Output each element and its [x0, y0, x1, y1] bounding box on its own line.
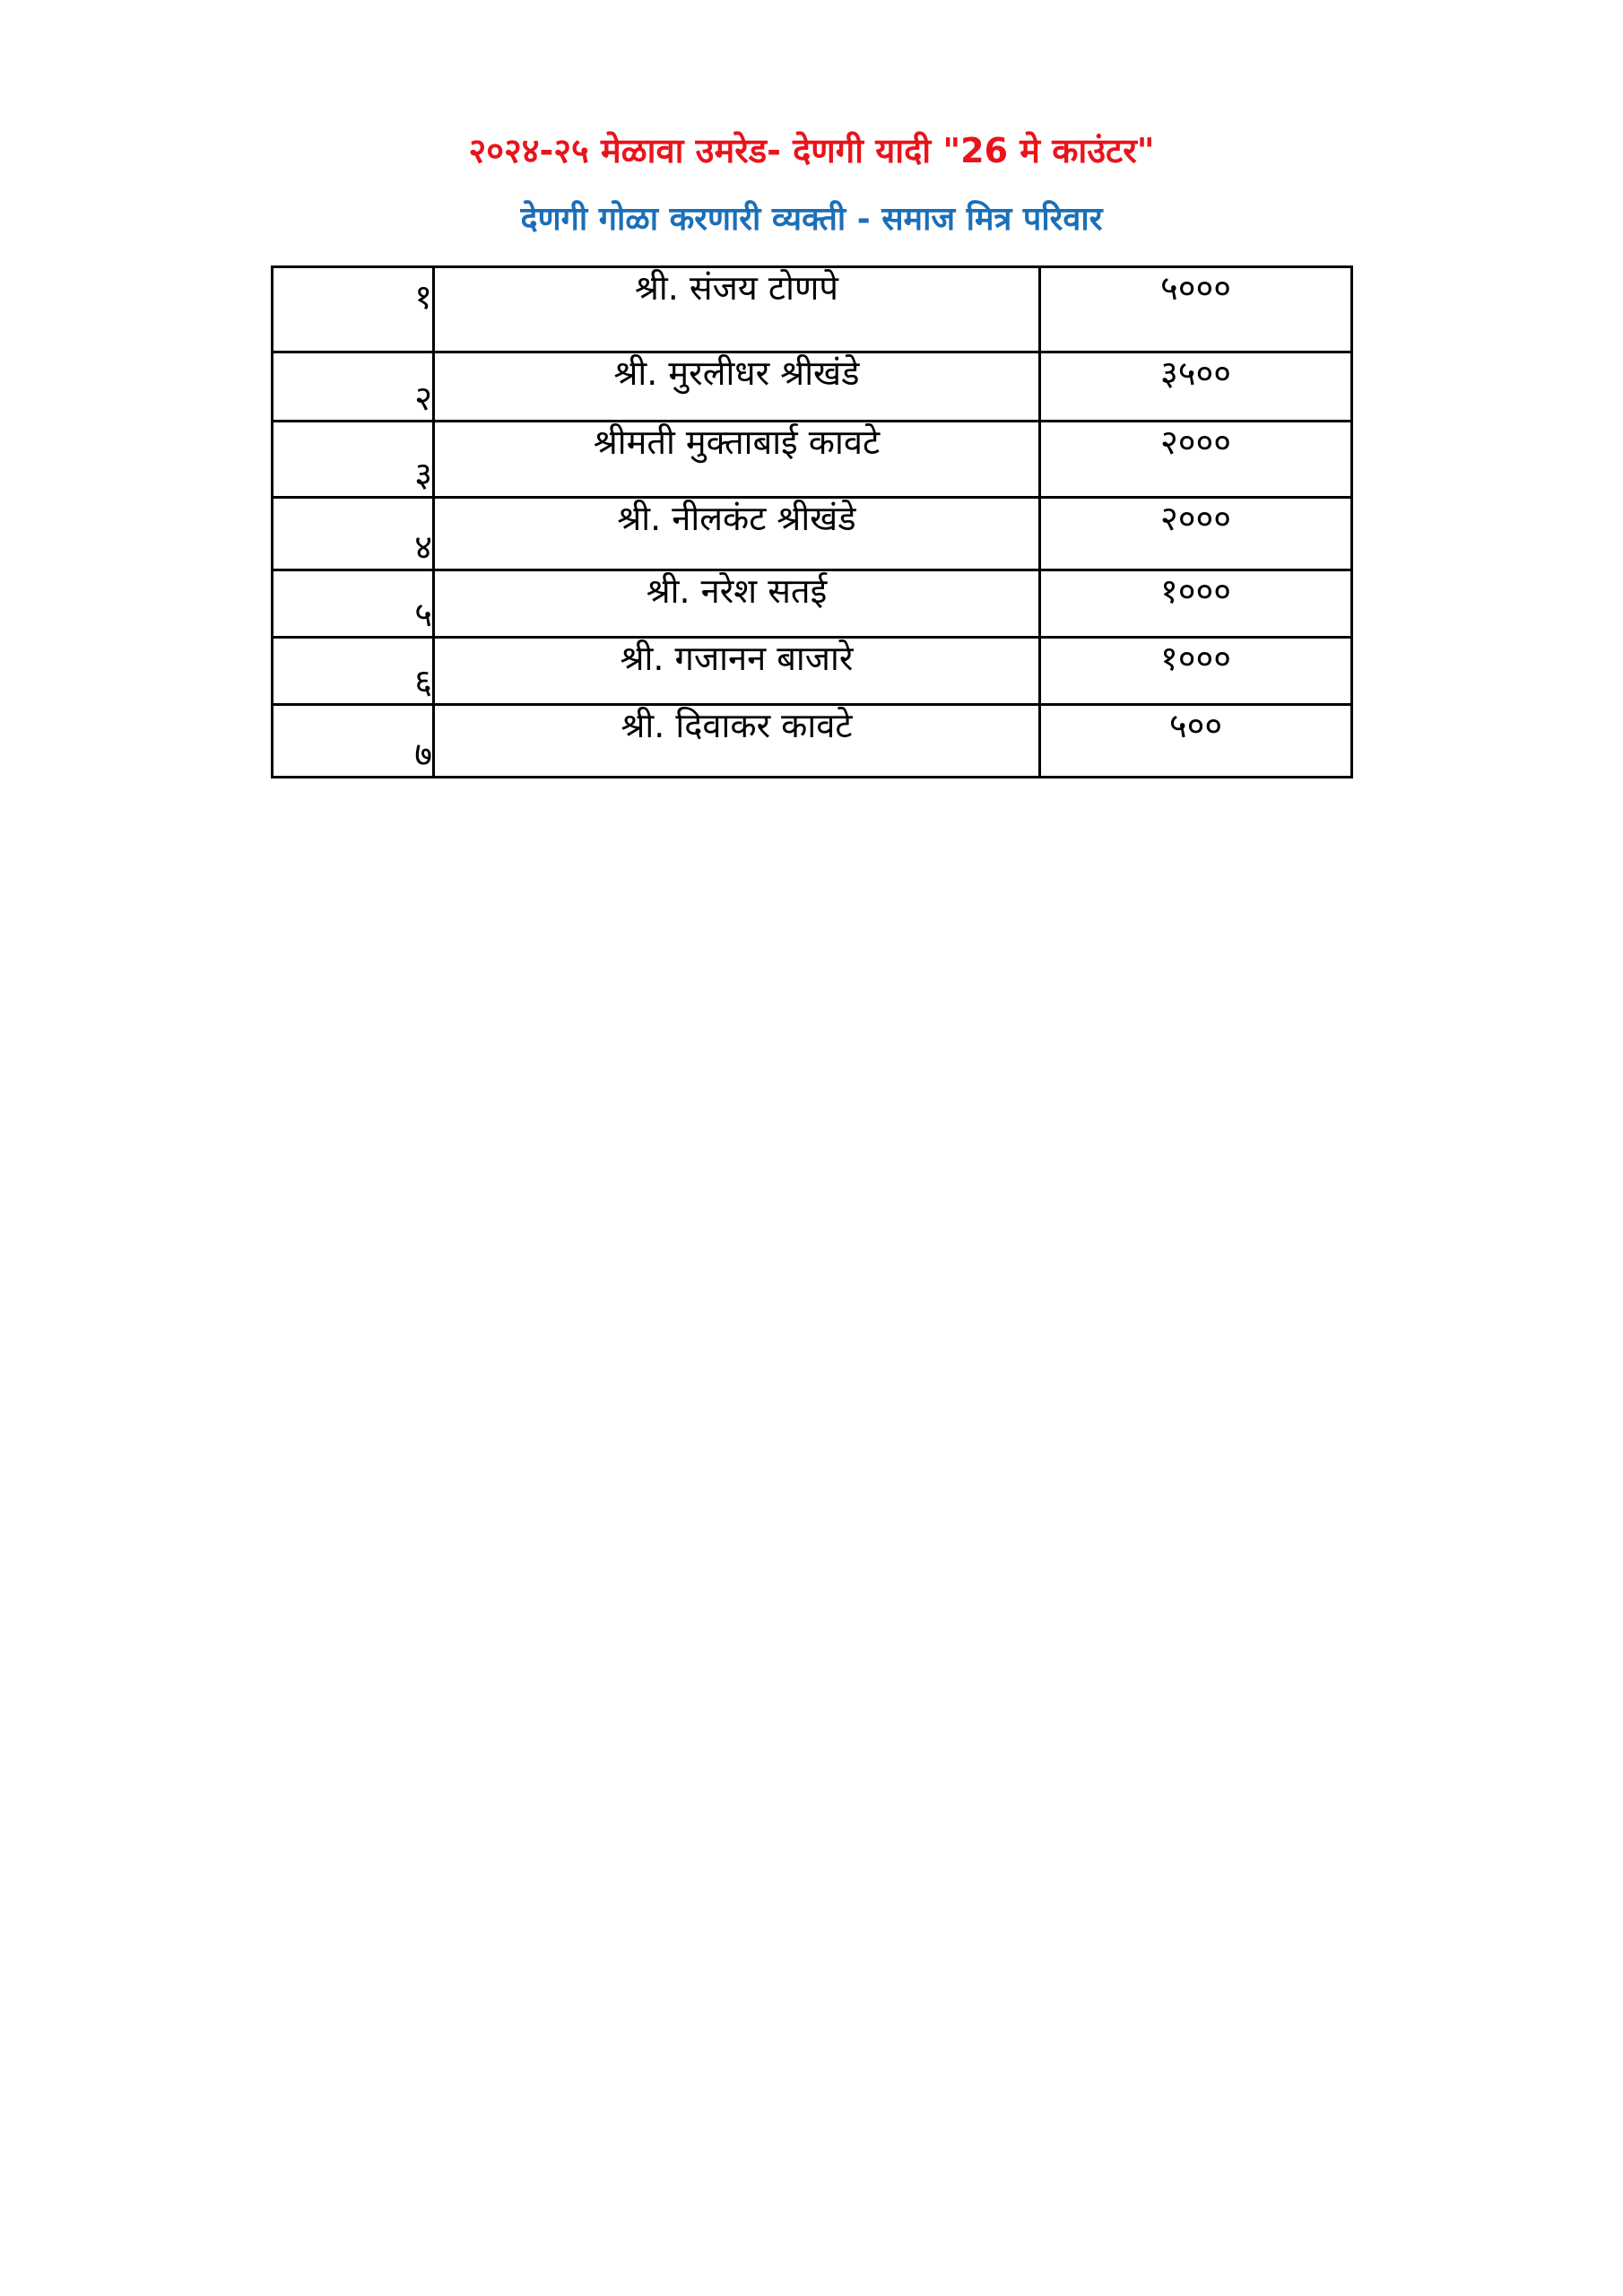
- table-row: [273, 570, 1352, 638]
- row-index: १: [273, 267, 434, 352]
- donation-table: [271, 265, 1353, 778]
- row-index: २: [273, 352, 434, 422]
- table-row: [273, 352, 1352, 422]
- table-row: [273, 267, 1352, 352]
- document-title: २०२४-२५ मेळावा उमरेड- देणगी यादी "26 मे काउंटर": [468, 131, 1155, 170]
- donation-amount: १०००: [1040, 638, 1352, 705]
- row-index: ४: [273, 498, 434, 570]
- donor-name: श्री. गजानन बाजारे: [434, 638, 1040, 705]
- donor-name: श्री. दिवाकर कावटे: [434, 705, 1040, 778]
- donation-amount: १०००: [1040, 570, 1352, 638]
- document-subtitle: देणगी गोळा करणारी व्यक्ती - समाज मित्र परिवार: [520, 201, 1103, 238]
- table-row: [273, 638, 1352, 705]
- donor-name: श्री. मुरलीधर श्रीखंडे: [434, 352, 1040, 422]
- row-index: ५: [273, 570, 434, 638]
- table-row: [273, 498, 1352, 570]
- donor-name: श्री. संजय टोणपे: [434, 267, 1040, 352]
- donation-amount: ३५००: [1040, 352, 1352, 422]
- donation-amount: ५०००: [1040, 267, 1352, 352]
- table-row: [273, 422, 1352, 498]
- donation-amount: ५००: [1040, 705, 1352, 778]
- donor-name: श्री. नरेश सतई: [434, 570, 1040, 638]
- table-row: [273, 705, 1352, 778]
- donor-name: श्रीमती मुक्ताबाई कावटे: [434, 422, 1040, 498]
- donation-amount: २०००: [1040, 422, 1352, 498]
- row-index: ७: [273, 705, 434, 778]
- donor-name: श्री. नीलकंट श्रीखंडे: [434, 498, 1040, 570]
- row-index: ३: [273, 422, 434, 498]
- row-index: ६: [273, 638, 434, 705]
- donation-amount: २०००: [1040, 498, 1352, 570]
